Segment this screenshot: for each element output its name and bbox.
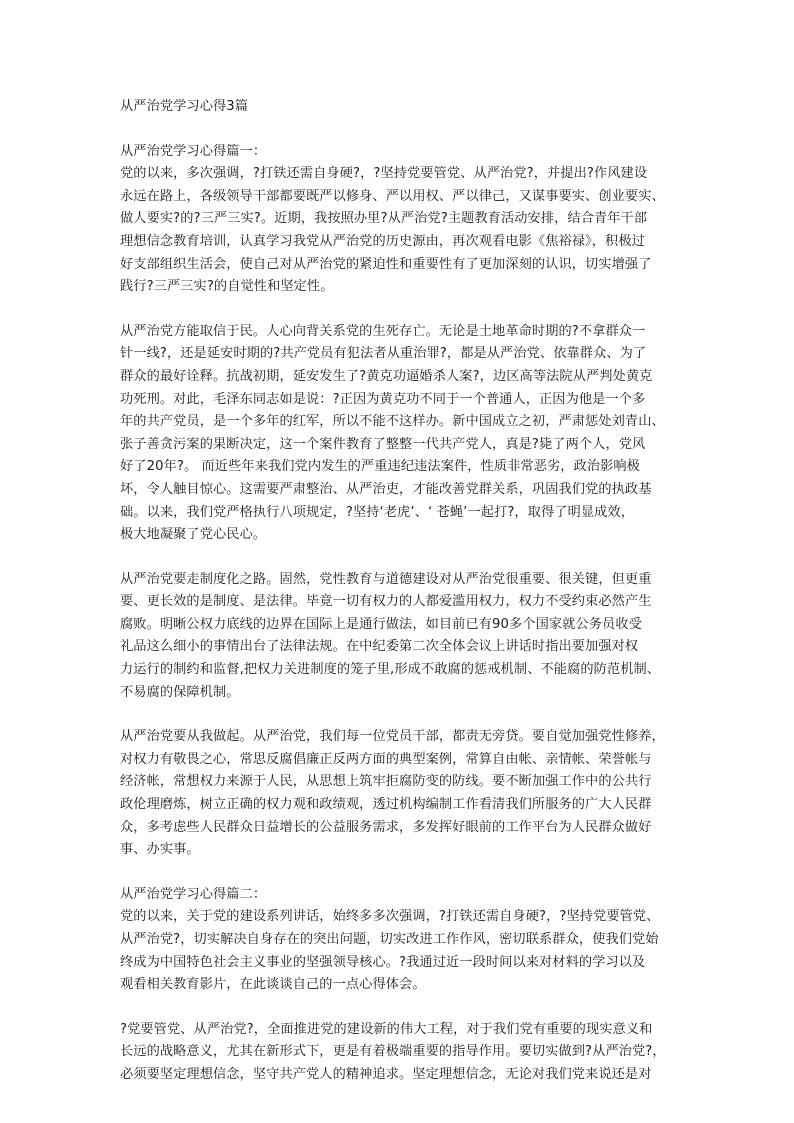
document-title: 从严治党学习心得3篇 bbox=[120, 99, 249, 114]
paragraph-5: 从严治党学习心得篇二： 党的以来，关于党的建设系列讲话，始终多多次强调，?打铁还需自身硬?，?坚持党要管党、 从严治党?，切实解决自身存在的突出问题，切实改进工作作风，密切联系群众，使我们党始 终成为中国特色社会主义事业的坚强领导核心。?我通过近一段时间以来对材料的学习以及 观看相关教育影片，在此谈谈自己的一点心得体会。 bbox=[120, 886, 660, 993]
paragraph-4: 从严治党要从我做起。从严治党，我们每一位党员干部，都责无旁贷。要自觉加强党性修养， 对权力有敬畏之心，常思反腐倡廉正反两方面的典型案例，常算自由帐、亲情帐、荣誉帐与 经济帐，常想权力来源于人民，从思想上筑牢拒腐防变的防线。要不断加强工作中的公共行 政伦理磨炼，树立正确的权力观和政绩观，透过机构编制工作看清我们所服务的广大人民群 众，多考虑些人民群众日益增长的公益服务需求，多发挥好眼前的工作平台为人民群众做好 事、办实事。 bbox=[120, 729, 665, 858]
paragraph-6: ?党要管党、从严治党?，全面推进党的建设新的伟大工程，对于我们党有重要的现实意义和 长远的战略意义，尤其在新形式下，更是有着极端重要的指导作用。要切实做到?从严治党?， 必须要坚定理想信念，坚守共产党人的精神追求。坚定理想信念，无论对我们党来说还是对 bbox=[120, 1021, 666, 1082]
paragraph-3: 从严治党要走制度化之路。固然，党性教育与道德建设对从严治党很重要、很关键，但更重 要、更长效的是制度、是法律。毕竟一切有权力的人都爱滥用权力，权力不受约束必然产生 腐败。明晰公权力底线的边界在国际上是通行做法，如目前已有90多个国家就公务员收受 礼品这么细小的事情出台了法律法规。在中纪委第二次全体会议上讲话时指出要加强对权 力运行的制约和监督,把权力关进制度的笼子里,形成不敢腐的惩戒机制、不能腐的防范机制、 不易腐的保障机制。 bbox=[120, 571, 661, 700]
paragraph-2: 从严治党方能取信于民。人心向背关系党的生死存亡。无论是土地革命时期的?不拿群众一 针一线?，还是延安时期的?共产党员有犯法者从重治罪?，都是从严治党、依靠群众、为了 群众的最好诠释。抗战初期，延安发生了?黄克功逼婚杀人案?，边区高等法院从严判处黄克 功死刑。对此，毛泽东同志如是说：?正因为黄克功不同于一个普通人，正因为他是一个多 年的共产党员，是一个多年的红军，所以不能不这样办。新中国成立之初，严肃惩处刘青山、 张子善贪污案的果断决定，这一个案件教育了整整一代共产党人，真是?毙了两个人，党风 好了20年?。 而近些年来我们党内发生的严重违纪违法案件，性质非常恶劣，政治影响极 坏，令人触目惊心。这需要严肃整治、从严治吏，才能改善党群关系，巩固我们党的执政基 础。以来，我们党严格执行八项规定，?坚持‘老虎’、‘ 苍蝇’一起打?，取得了明显成效， 极大地凝聚了党心民心。 bbox=[120, 323, 665, 543]
document-page bbox=[120, 96, 680, 1109]
paragraph-1: 从严治党学习心得篇一： 党的以来，多次强调，?打铁还需自身硬?，?坚持党要管党、从严治党?，并提出?作风建设 永远在路上，各级领导干部都要既严以修身、严以用权、严以律己，又谋事要实、创业要实、 做人要实?的?三严三实?。近期，我按照办里?从严治党?主题教育活动安排，结合青年干部 理想信念教育培训，认真学习我党从严治党的历史源由，再次观看电影《焦裕禄》，积极过 好支部组织生活会，使自己对从严治党的紧迫性和重要性有了更加深刻的认识，切实增强了 践行?三严三实?的自觉性和坚定性。 bbox=[120, 143, 665, 295]
